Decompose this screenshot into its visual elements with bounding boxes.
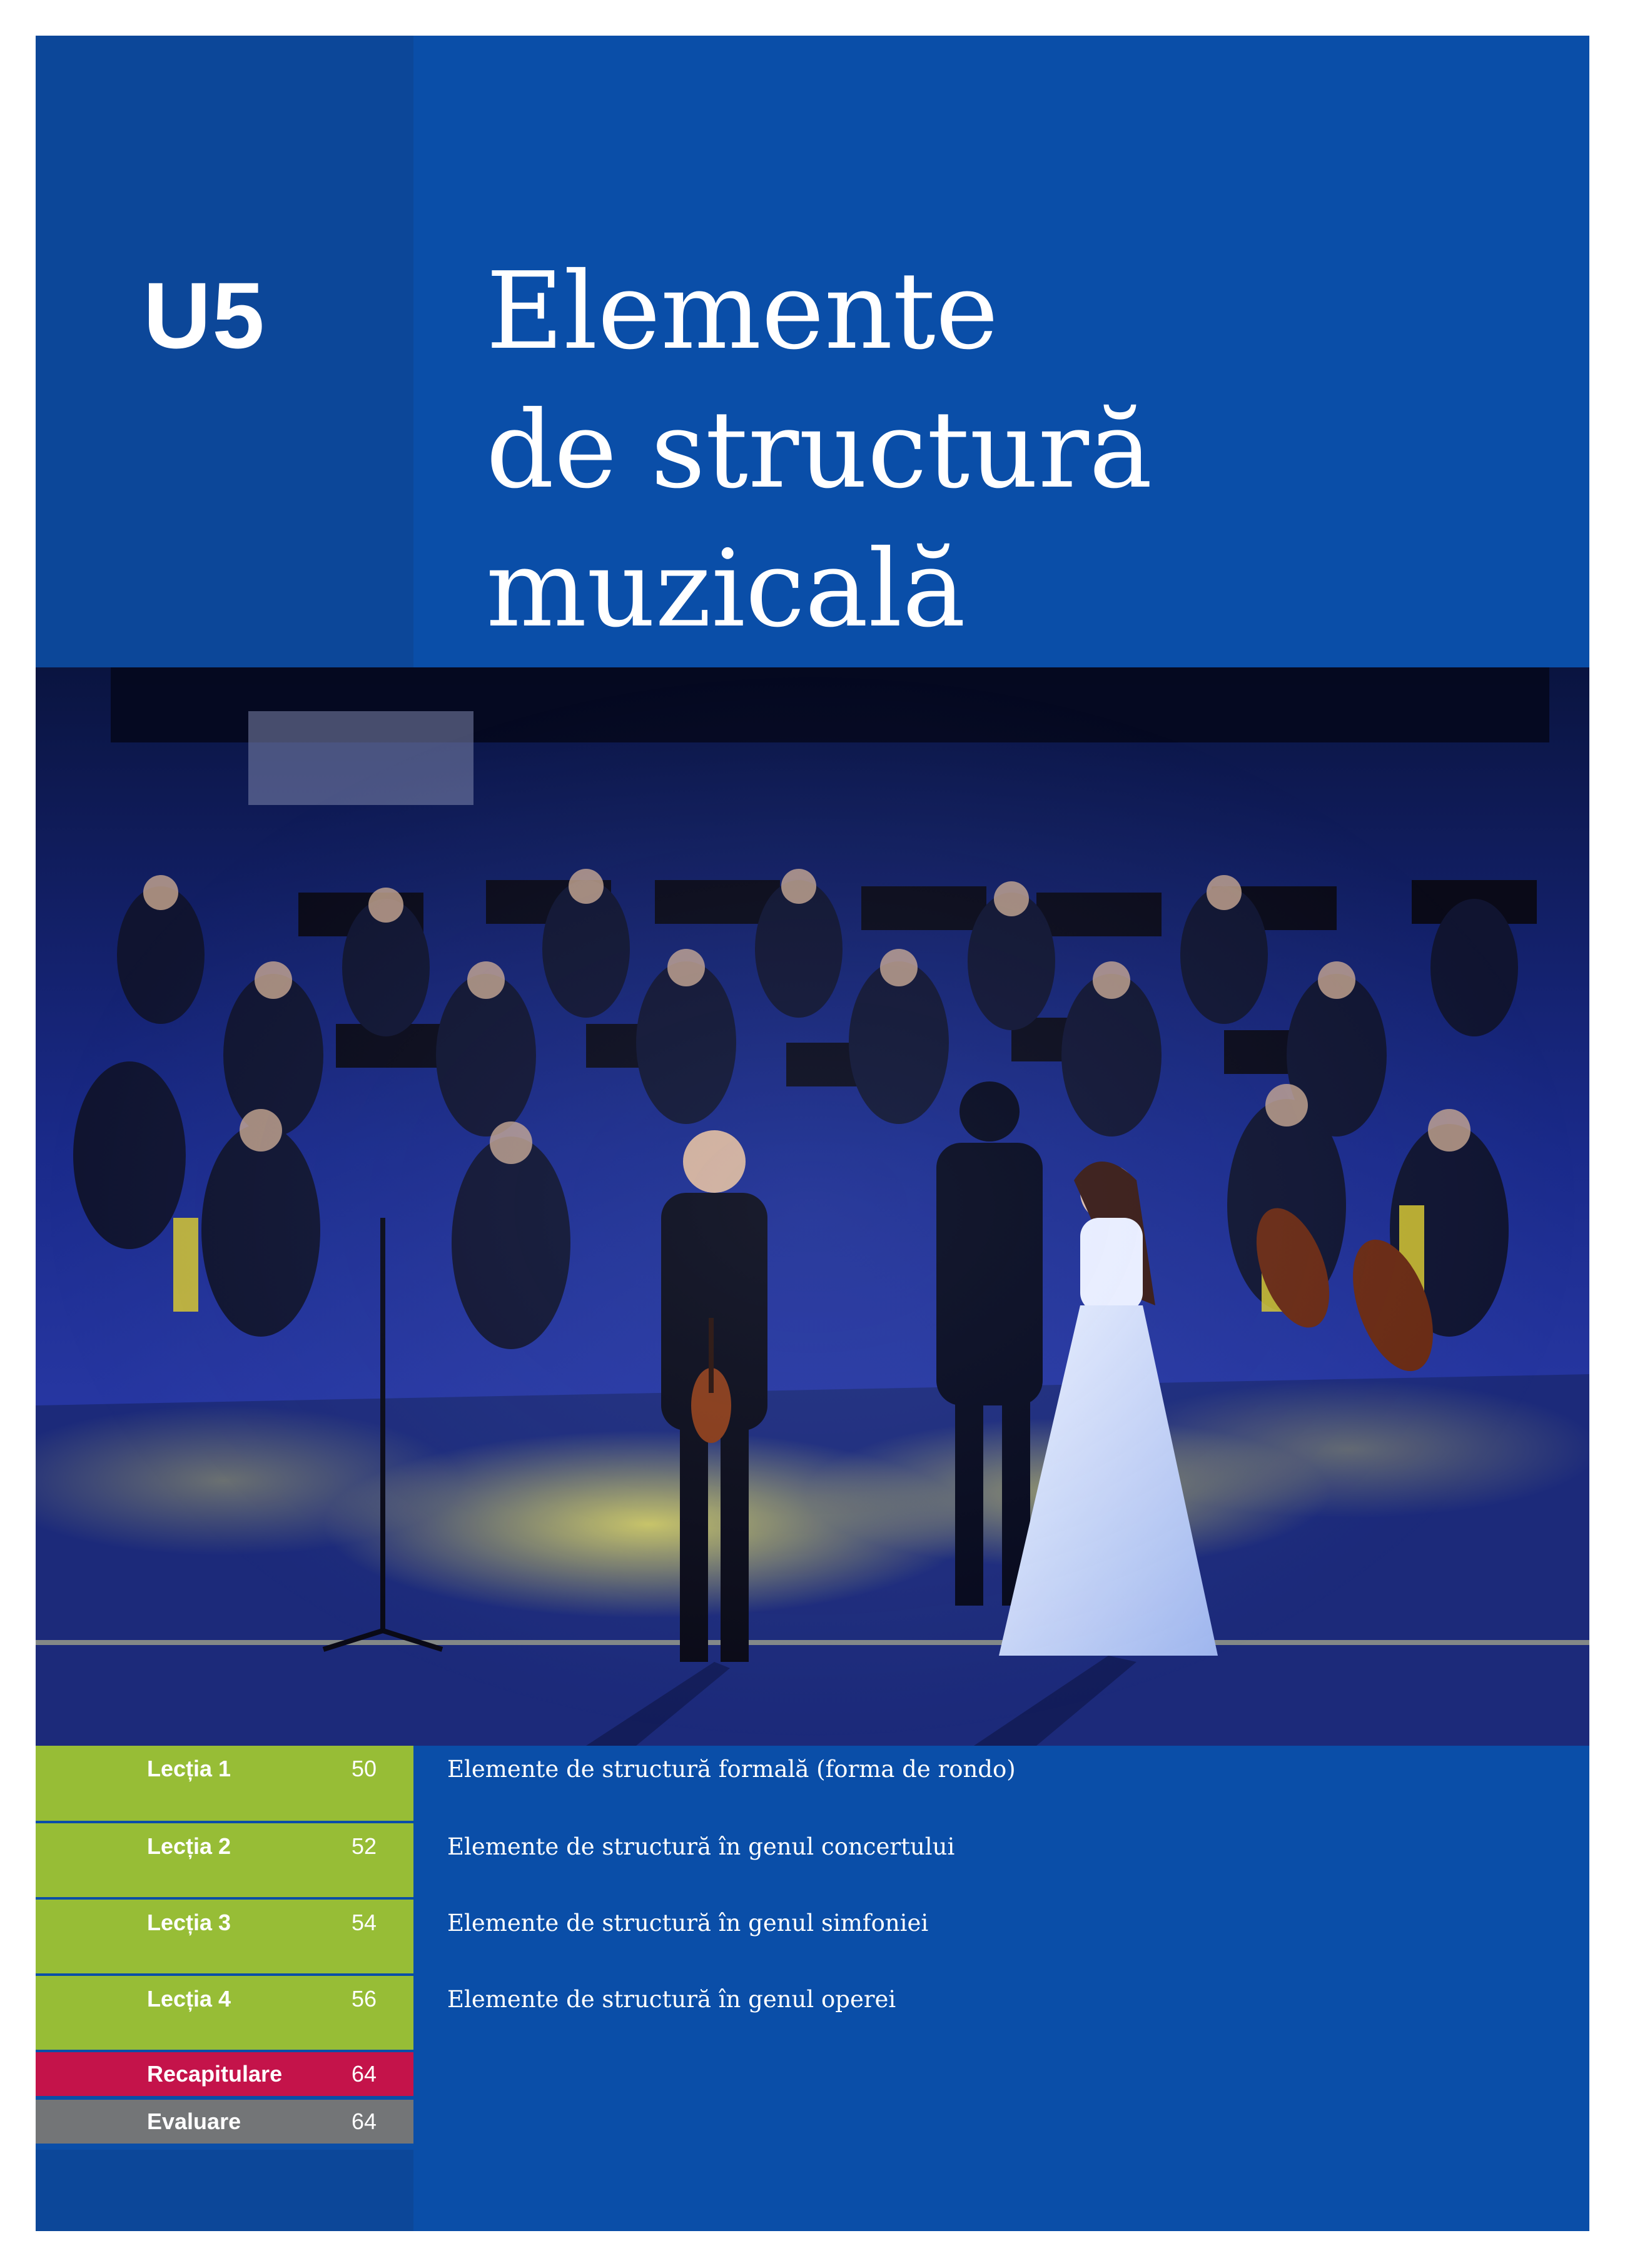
lesson-4-label: Lecția 4 bbox=[147, 1986, 231, 2012]
lesson-1-label: Lecția 1 bbox=[147, 1756, 231, 1781]
chapter-title-line-2: de structură bbox=[486, 388, 1153, 512]
chapter-title-line-3: muzicală bbox=[486, 527, 966, 651]
lesson-3-title: Elemente de structură în genul simfoniei bbox=[447, 1910, 929, 1936]
evaluation-page: 64 bbox=[352, 2109, 377, 2134]
chapter-title-line-1: Elemente bbox=[486, 250, 999, 373]
evaluation-row[interactable] bbox=[36, 2100, 1589, 2144]
lesson-2-label: Lecția 2 bbox=[147, 1833, 231, 1859]
footer-left-panel bbox=[36, 2150, 413, 2231]
lesson-row-4[interactable] bbox=[36, 1976, 1589, 2050]
unit-code: U5 bbox=[143, 263, 266, 368]
chapter-page bbox=[36, 36, 1589, 2231]
lesson-row-2[interactable] bbox=[36, 1823, 1589, 1897]
lesson-2-title: Elemente de structură în genul concertului bbox=[447, 1833, 955, 1860]
lesson-3-label: Lecția 3 bbox=[147, 1910, 231, 1935]
evaluation-label: Evaluare bbox=[147, 2109, 241, 2134]
review-label: Recapitulare bbox=[147, 2061, 283, 2087]
lesson-1-page: 50 bbox=[352, 1756, 377, 1781]
orchestra-photo bbox=[36, 667, 1589, 1746]
lesson-3-page: 54 bbox=[352, 1910, 377, 1935]
lesson-2-page: 52 bbox=[352, 1833, 377, 1859]
review-row[interactable] bbox=[36, 2052, 1589, 2096]
chapter-title bbox=[486, 242, 1152, 659]
lesson-4-title: Elemente de structură în genul operei bbox=[447, 1986, 896, 2013]
lesson-row-3[interactable] bbox=[36, 1900, 1589, 1973]
lesson-4-page: 56 bbox=[352, 1986, 377, 2012]
lesson-row-1[interactable] bbox=[36, 1746, 1589, 1821]
review-page: 64 bbox=[352, 2061, 377, 2087]
lesson-1-title: Elemente de structură formală (forma de rondo) bbox=[447, 1756, 1016, 1783]
